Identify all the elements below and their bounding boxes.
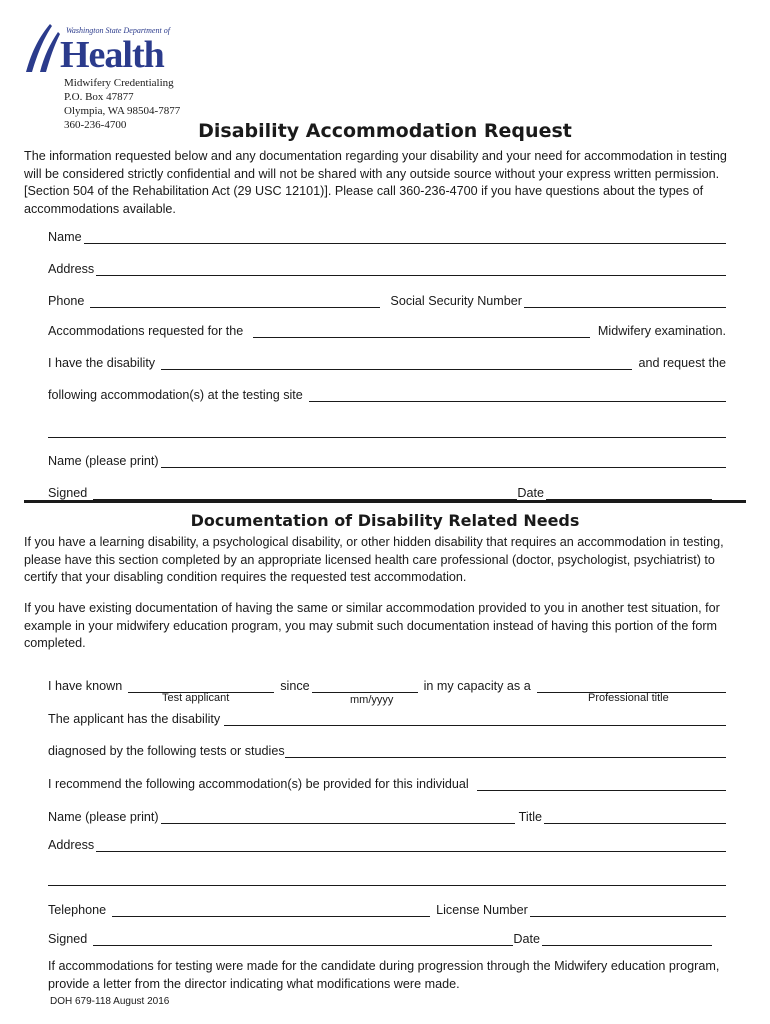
signature-field[interactable]: [93, 486, 517, 500]
telephone-field[interactable]: [112, 903, 430, 917]
ssn-field[interactable]: [524, 294, 726, 308]
professional-name-row: [48, 806, 726, 824]
professional-date-field[interactable]: [542, 932, 712, 946]
recommend-field[interactable]: [477, 777, 726, 791]
address-field[interactable]: [96, 262, 726, 276]
applicant-disability-row: [48, 708, 726, 726]
disability-row: [48, 352, 726, 370]
disability-label: I have the disability: [48, 356, 156, 370]
closing-paragraph: If accommodations for testing were made for the candidate during progression through the Midwifery education program, provide a letter from the director indicating what modifications were made.: [48, 959, 720, 991]
caption-professional-title: Professional title: [588, 692, 669, 704]
recommend-row: [48, 773, 726, 791]
address-line: 360-236-4700: [64, 119, 127, 131]
signed-label: Signed: [48, 486, 88, 500]
phone-ssn-row: [48, 290, 726, 308]
caption-date-format: mm/yyyy: [350, 694, 394, 706]
professional-signature-field[interactable]: [93, 932, 513, 946]
diagnosed-row: [48, 740, 726, 758]
phone-field[interactable]: [90, 294, 380, 308]
name-row: [48, 226, 726, 244]
address-line: Olympia, WA 98504-7877: [64, 105, 181, 117]
professional-signed-label: Signed: [48, 932, 88, 946]
have-known-row: [48, 675, 726, 693]
title-label: Title: [518, 810, 542, 824]
applicant-disability-field[interactable]: [224, 712, 726, 726]
address-label: Address: [48, 262, 95, 276]
professional-name-field[interactable]: [161, 810, 515, 824]
following-field[interactable]: [309, 388, 726, 402]
professional-address-row-2: [48, 868, 726, 886]
date-label: Date: [517, 486, 544, 500]
midwifery-exam-label: Midwifery examination.: [597, 324, 726, 338]
diagnosed-field[interactable]: [285, 744, 726, 758]
since-label: since: [280, 679, 310, 693]
telephone-label: Telephone: [48, 903, 107, 917]
signed-row: [48, 482, 712, 500]
section-paragraph-1: If you have a learning disability, a psychological disability, or other hidden disability that requires an accommodation in testing, please have this section completed by an appropriate licensed health care professional (doctor, psychologist, psychiatrist) to certify that your disabling condition requires the requested test accommodation.: [24, 535, 724, 584]
page-title: Disability Accommodation Request: [198, 120, 572, 142]
section-paragraph-2: If you have existing documentation of having the same or similar accommodation provided to you in another test situation, for example in your midwifery education program, you may submit such documentation instead of having this portion of the form completed.: [24, 601, 720, 650]
accommodation-for-field[interactable]: [253, 324, 590, 338]
since-date-field[interactable]: [312, 679, 418, 693]
name-field[interactable]: [84, 230, 726, 244]
applicant-disability-label: The applicant has the disability: [48, 712, 221, 726]
address-line: Midwifery Credentialing: [64, 77, 174, 89]
logo-health-text: Health: [60, 34, 164, 76]
professional-address-field-2[interactable]: [48, 872, 726, 886]
intro-paragraph: The information requested below and any documentation regarding your disability and your need for accommodation in testing will be considered strictly confidential and will not be shared with any outside source without your express written permission. [Section 504 of the Rehabilitation Act (29 USC 12101)]. Please call 360-236-4700 if you have questions about the types of accommodations available.: [24, 149, 727, 216]
professional-name-label: Name (please print): [48, 810, 159, 824]
license-label: License Number: [436, 903, 528, 917]
form-number: DOH 679-118 August 2016: [50, 996, 170, 1007]
name-label: Name: [48, 230, 82, 244]
professional-address-field[interactable]: [96, 838, 726, 852]
following-field-2[interactable]: [48, 424, 726, 438]
doh-logo-mark: [22, 22, 62, 78]
disability-field[interactable]: [161, 356, 632, 370]
date-field[interactable]: [546, 486, 712, 500]
diagnosed-label: diagnosed by the following tests or studies: [48, 744, 285, 758]
have-known-label: I have known: [48, 679, 123, 693]
section-title: Documentation of Disability Related Needs: [190, 511, 580, 530]
professional-date-label: Date: [513, 932, 540, 946]
professional-address-label: Address: [48, 838, 95, 852]
license-field[interactable]: [530, 903, 726, 917]
telephone-license-row: [48, 899, 726, 917]
following-row-2: [48, 420, 726, 438]
phone-label: Phone: [48, 294, 85, 308]
title-field[interactable]: [544, 810, 726, 824]
ssn-label: Social Security Number: [390, 294, 523, 308]
section-divider: [24, 500, 746, 503]
following-row: [48, 384, 726, 402]
logo-department-text: Washington State Department of: [66, 26, 170, 35]
caption-test-applicant: Test applicant: [162, 692, 230, 704]
and-request-label: and request the: [638, 356, 726, 370]
address-row: [48, 258, 726, 276]
professional-address-row: [48, 834, 726, 852]
name-print-row: [48, 450, 726, 468]
accommodation-for-row: [48, 320, 726, 338]
applicant-name-field[interactable]: [128, 679, 274, 693]
professional-signed-row: [48, 928, 712, 946]
name-print-field[interactable]: [161, 454, 726, 468]
recommend-label: I recommend the following accommodation(s) be provided for this individual: [48, 777, 469, 791]
name-print-label: Name (please print): [48, 454, 159, 468]
address-line: P.O. Box 47877: [64, 91, 134, 103]
professional-title-field[interactable]: [537, 679, 726, 693]
capacity-label: in my capacity as a: [423, 679, 531, 693]
following-label: following accommodation(s) at the testing site: [48, 388, 303, 402]
accommodation-for-label: Accommodations requested for the: [48, 324, 244, 338]
